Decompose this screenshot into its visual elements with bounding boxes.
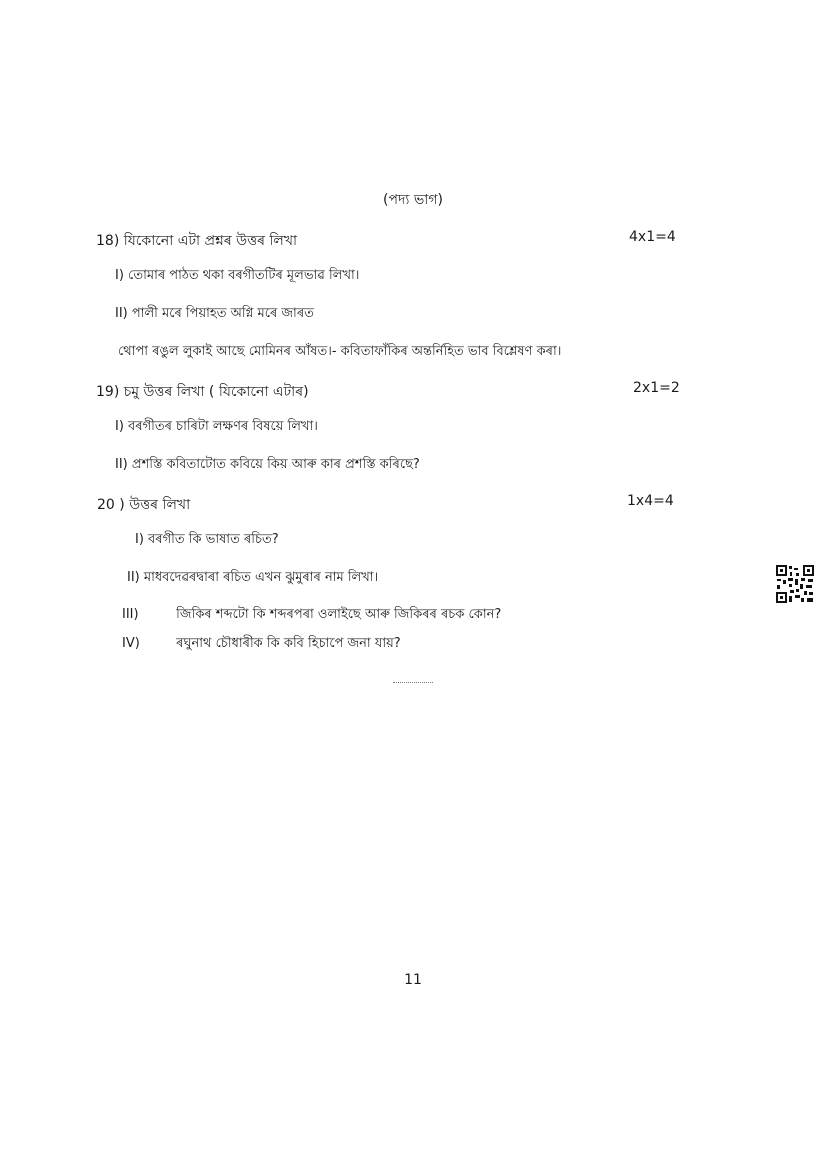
item-roman: I) bbox=[115, 268, 124, 283]
question-18-item-2-continuation bbox=[118, 342, 561, 363]
question-18-heading bbox=[96, 229, 297, 253]
question-19-item-1 bbox=[115, 417, 318, 438]
question-19-marks: 2x1=2 bbox=[633, 380, 680, 396]
item-roman: II) bbox=[115, 457, 128, 472]
item-text: পালী মৰে পিয়াহত অগ্নি মৰে জাৰত bbox=[131, 306, 314, 321]
item-text: মাধবদেৱৰদ্বাৰা ৰচিত এখন ঝুমুৰাৰ নাম লিখা। bbox=[143, 570, 379, 585]
question-20-marks: 1x4=4 bbox=[627, 493, 674, 509]
item-text: জিকিৰ শব্দটো কি শব্দৰপৰা ওলাইছে আৰু জিকিৰৰ ৰচক কোন? bbox=[176, 607, 502, 622]
question-19-heading bbox=[96, 380, 309, 404]
item-roman: I) bbox=[135, 532, 144, 547]
qr-code-icon bbox=[775, 564, 815, 604]
item-roman: IV) bbox=[122, 636, 140, 651]
page-number: 11 bbox=[404, 972, 422, 988]
item-roman: III) bbox=[122, 607, 139, 622]
question-18-item-2 bbox=[115, 304, 314, 325]
item-text: ৰঘুনাথ চৌধাৰীক কি কবি হিচাপে জনা যায়? bbox=[176, 636, 401, 651]
question-number: 20 ) bbox=[97, 497, 125, 513]
end-divider bbox=[393, 682, 433, 683]
section-title: (পদ্য ভাগ) bbox=[383, 192, 443, 208]
question-text: উত্তৰ লিখা bbox=[129, 497, 191, 513]
item-roman: II) bbox=[127, 570, 140, 585]
question-19-item-2 bbox=[115, 455, 420, 476]
question-20-item-1 bbox=[135, 530, 279, 551]
question-20-item-3 bbox=[122, 605, 501, 626]
item-text: থোপা ৰঙুল লুকাই আছে মোমিনৰ আঁষত।- কবিতাফাঁকিৰ অন্তৰ্নিহিত ভাব বিশ্লেষণ কৰা। bbox=[118, 344, 562, 359]
question-text: চমু উত্তৰ লিখা ( যিকোনো এটাৰ) bbox=[123, 384, 309, 400]
item-roman: II) bbox=[115, 306, 128, 321]
question-20-item-4 bbox=[122, 634, 401, 655]
question-20-item-2 bbox=[127, 568, 378, 589]
item-text: বৰগীত কি ভাষাত ৰচিত? bbox=[148, 532, 279, 547]
item-text: বৰগীতৰ চাৰিটা লক্ষণৰ বিষয়ে লিখা। bbox=[128, 419, 318, 434]
question-number: 18) bbox=[96, 233, 120, 249]
item-text: তোমাৰ পাঠত থকা বৰগীতটিৰ মূলভাৱ লিখা। bbox=[128, 268, 360, 283]
question-18-item-1 bbox=[115, 266, 359, 287]
item-text: প্ৰশস্তি কবিতাটোত কবিয়ে কিয় আৰু কাৰ প্ৰশস্তি কৰিছে? bbox=[131, 457, 420, 472]
question-number: 19) bbox=[96, 384, 120, 400]
question-18-marks: 4x1=4 bbox=[629, 229, 676, 245]
question-20-heading bbox=[97, 493, 190, 517]
question-text: যিকোনো এটা প্ৰশ্নৰ উত্তৰ লিখা bbox=[123, 233, 298, 249]
item-roman: I) bbox=[115, 419, 124, 434]
